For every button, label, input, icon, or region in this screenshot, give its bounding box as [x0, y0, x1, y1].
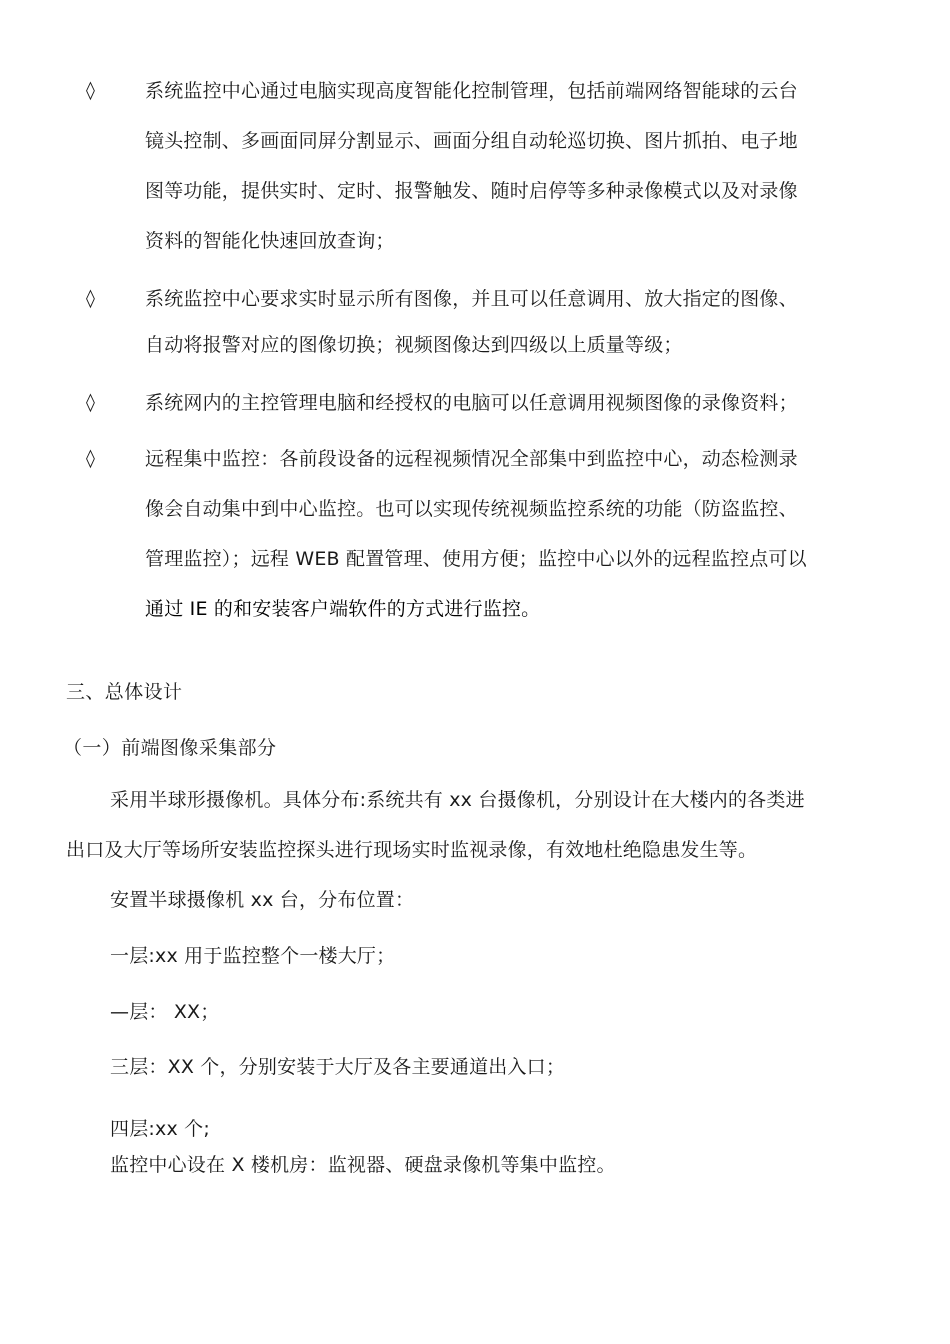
bullet-text-line: 镜头控制、多画面同屏分割显示、画面分组自动轮巡切换、图片抓拍、电子地 [145, 130, 798, 152]
diamond-bullet-icon: ◊ [86, 448, 95, 469]
control-center-line: 监控中心设在 X 楼机房：监视器、硬盘录像机等集中监控。 [110, 1154, 616, 1176]
floor-4-line: 四层:xx 个; [110, 1118, 210, 1140]
diamond-bullet-icon: ◊ [86, 80, 95, 101]
section-heading: 三、总体设计 [66, 681, 183, 703]
bullet-text-line: 资料的智能化快速回放查询； [145, 230, 395, 252]
diamond-bullet-icon: ◊ [86, 392, 95, 413]
paragraph-line: 采用半球形摄像机。具体分布:系统共有 xx 台摄像机，分别设计在大楼内的各类进 [110, 789, 805, 811]
bullet-text-line: 系统监控中心要求实时显示所有图像，并且可以任意调用、放大指定的图像、 [145, 288, 798, 310]
diamond-bullet-icon: ◊ [86, 288, 95, 309]
bullet-text-line: 通过 IE 的和安装客户端软件的方式进行监控。 [145, 598, 541, 620]
bullet-text-line: 图等功能，提供实时、定时、报警触发、随时启停等多种录像模式以及对录像 [145, 180, 798, 202]
floor-1-line: 一层:xx 用于监控整个一楼大厅； [110, 945, 396, 967]
floor-3-line: 三层：XX 个，分别安装于大厅及各主要通道出入口； [110, 1056, 566, 1078]
bullet-text-line: 管理监控）；远程 WEB 配置管理、使用方便；监控中心以外的远程监控点可以 [145, 548, 807, 570]
distribution-intro: 安置半球摄像机 xx 台，分布位置： [110, 889, 415, 911]
subsection-heading: （一）前端图像采集部分 [63, 737, 277, 759]
bullet-text-line: 自动将报警对应的图像切换；视频图像达到四级以上质量等级； [145, 334, 683, 356]
bullet-text-line: 系统监控中心通过电脑实现高度智能化控制管理，包括前端网络智能球的云台 [145, 80, 798, 102]
bullet-text-line: 远程集中监控：各前段设备的远程视频情况全部集中到监控中心，动态检测录 [145, 448, 798, 470]
bullet-text-line: 像会自动集中到中心监控。也可以实现传统视频监控系统的功能（防盗监控、 [145, 498, 798, 520]
floor-2-line: —层： XX； [110, 1001, 220, 1023]
paragraph-line: 出口及大厅等场所安装监控探头进行现场实时监视录像，有效地杜绝隐患发生等。 [66, 839, 758, 861]
bullet-text-line: 系统网内的主控管理电脑和经授权的电脑可以任意调用视频图像的录像资料； [145, 392, 798, 414]
